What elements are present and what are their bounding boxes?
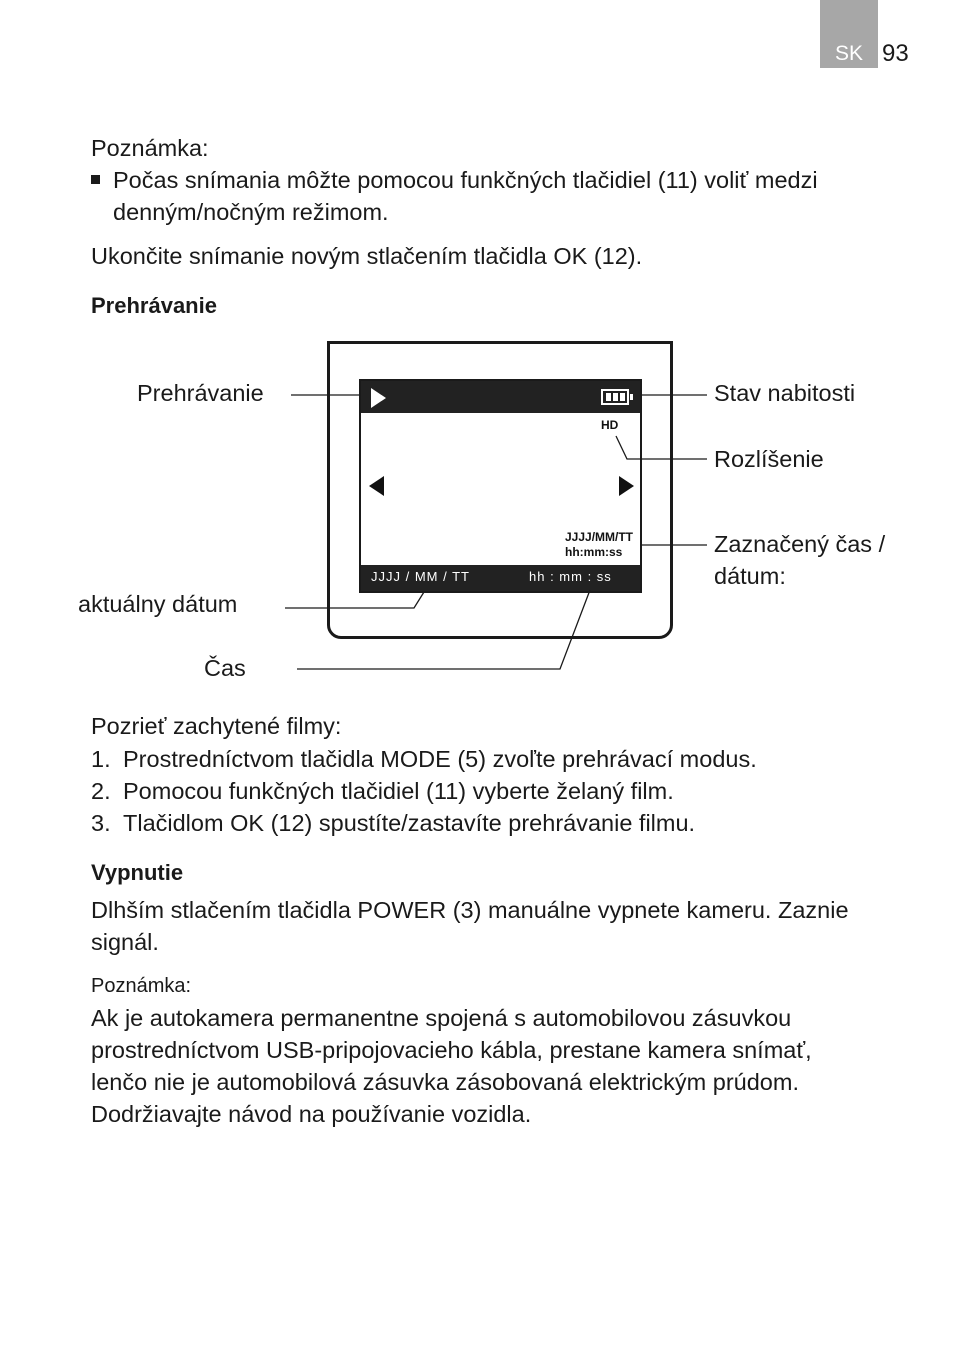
bullet-icon	[91, 175, 100, 184]
callout-playback: Prehrávanie	[137, 380, 264, 406]
step-number: 2.	[91, 778, 111, 804]
screen-bottom-bar	[361, 565, 640, 591]
camera-screen	[359, 379, 642, 593]
current-date-display: JJJJ / MM / TT	[371, 569, 470, 584]
callout-battery: Stav nabitosti	[714, 380, 856, 406]
arrow-left-icon	[369, 476, 384, 496]
power-off-heading: Vypnutie	[91, 860, 184, 885]
note-bullet-line1: Počas snímania môžte pomocou funkčných tlačidiel (11) voliť medzi	[113, 167, 818, 193]
page-number: 93	[882, 40, 909, 67]
power-off-line2: signál.	[91, 929, 159, 955]
callout-resolution: Rozlíšenie	[714, 446, 824, 472]
note2-line3: lenčo nie je automobilová zásuvka zásobovaná elektrickým prúdom.	[91, 1069, 799, 1095]
step-number: 1.	[91, 746, 111, 772]
callout-recorded-line2: dátum:	[714, 563, 786, 589]
note2-label: Poznámka:	[91, 975, 192, 997]
current-time-display: hh : mm : ss	[529, 569, 612, 584]
step-text: Pomocou funkčných tlačidiel (11) vyberte želaný film.	[123, 778, 674, 804]
note-bullet-line2: denným/nočným režimom.	[113, 199, 389, 225]
callout-time: Čas	[204, 655, 246, 681]
note2-line1: Ak je autokamera permanentne spojená s automobilovou zásuvkou	[91, 1005, 792, 1031]
language-tab	[820, 0, 878, 68]
end-capture-text: Ukončite snímanie novým stlačením tlačidla OK (12).	[91, 243, 643, 269]
playback-heading: Prehrávanie	[91, 293, 217, 318]
callout-recorded-line1: Zaznačený čas /	[714, 531, 886, 557]
screen-top-bar	[361, 381, 640, 413]
recorded-date: JJJJ/MM/TT	[565, 530, 634, 544]
note-label: Poznámka:	[91, 135, 209, 161]
note2-line4: Dodržiavajte návod na používanie vozidla.	[91, 1101, 532, 1127]
battery-icon	[601, 389, 629, 405]
resolution-hd-label: HD	[601, 418, 619, 432]
playback-intro: Pozrieť zachytené filmy:	[91, 713, 342, 739]
power-off-line1: Dlhším stlačením tlačidla POWER (3) manuálne vypnete kameru. Zaznie	[91, 897, 849, 923]
callout-current-date: aktuálny dátum	[78, 591, 238, 617]
step-text: Prostredníctvom tlačidla MODE (5) zvoľte prehrávací modus.	[123, 746, 757, 772]
step-number: 3.	[91, 810, 111, 836]
note2-line2: prostredníctvom USB-pripojovacieho kábla, prestane kamera snímať,	[91, 1037, 812, 1063]
arrow-right-icon	[619, 476, 634, 496]
step-text: Tlačidlom OK (12) spustíte/zastavíte prehrávanie filmu.	[123, 810, 696, 836]
play-icon	[371, 388, 386, 408]
language-code: SK	[834, 42, 863, 65]
recorded-time: hh:mm:ss	[565, 545, 623, 559]
